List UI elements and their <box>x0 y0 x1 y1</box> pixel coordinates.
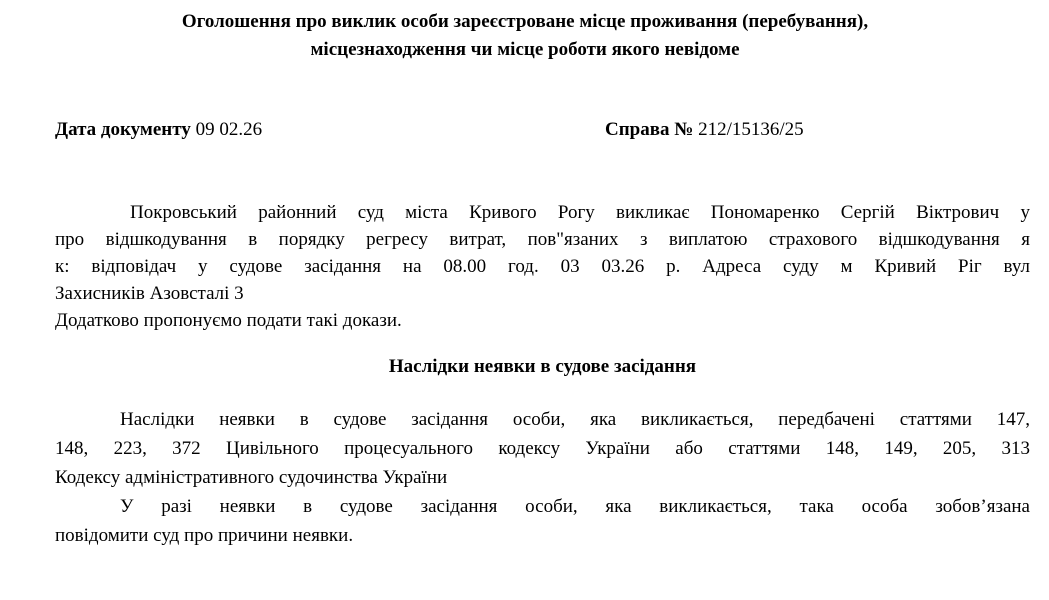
document-title <box>60 8 990 64</box>
date-value: 09 02.26 <box>195 119 263 140</box>
case-value: 212/15136/25 <box>698 119 804 140</box>
title-line-2: місцезнаходження чи місце роботи якого невідоме <box>310 39 740 60</box>
case-label: Справа № <box>605 119 694 140</box>
consequences-paragraph <box>55 405 1030 550</box>
consequences-line-4: У разі неявки в судове засідання особи, яка викликається, така особа зобов’язана <box>120 496 1030 517</box>
summons-line-2: про відшкодування в порядку регресу витрат, пов"язаних з виплатою страхового відшкодування я <box>55 229 1030 250</box>
title-line-1: Оголошення про виклик особи зареєстроване місце проживання (перебування), <box>181 11 869 32</box>
summons-line-3: к: відповідач у судове засідання на 08.00 год. 03 03.26 р. Адреса суду м Кривий Ріг вул <box>55 256 1030 277</box>
consequences-line-5: повідомити суд про причини неявки. <box>55 525 354 546</box>
consequences-line-3: Кодексу адміністративного судочинства України <box>55 467 448 488</box>
consequences-heading: Наслідки неявки в судове засідання <box>388 356 697 377</box>
case-number <box>605 118 804 142</box>
date-label: Дата документу <box>55 119 191 140</box>
summons-paragraph <box>55 199 1030 334</box>
summons-line-1: Покровський районний суд міста Кривого Рогу викликає Пономаренко Сергій Віктрович у <box>130 202 1030 223</box>
document-date <box>55 118 262 142</box>
consequences-line-2: 148, 223, 372 Цивільного процесуального кодексу України або статтями 148, 149, 205, 313 <box>55 438 1030 459</box>
summons-line-4: Захисників Азовсталі 3 <box>55 283 244 304</box>
consequences-line-1: Наслідки неявки в судове засідання особи, яка викликається, передбачені статтями 147, <box>120 409 1030 430</box>
summons-line-5: Додатково пропонуємо подати такі докази. <box>55 310 402 331</box>
